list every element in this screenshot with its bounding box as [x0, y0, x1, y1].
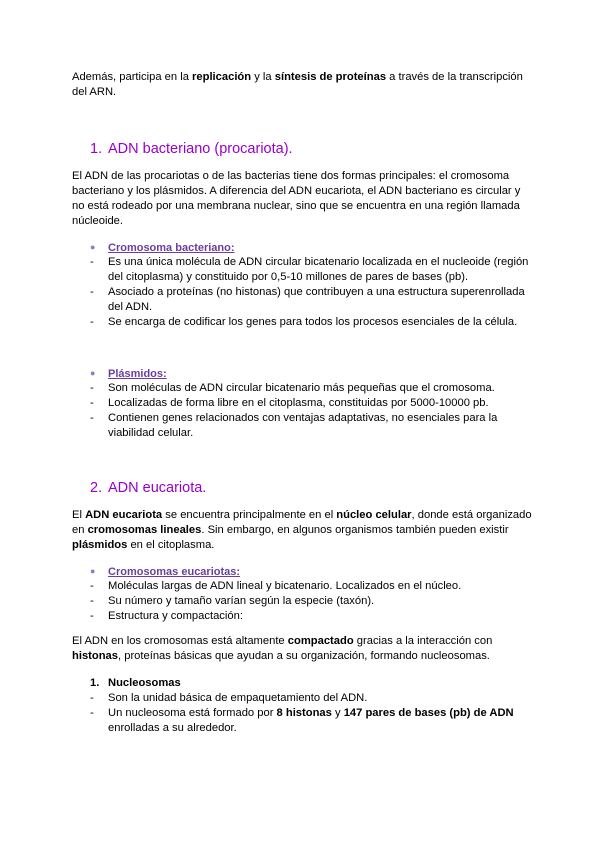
list-item: - Son moléculas de ADN circular bicatenario más pequeñas que el cromosoma. [90, 382, 495, 394]
list-plasmidos [90, 381, 530, 441]
list-item: - Asociado a proteínas (no histonas) que contribuyen a una estructura superenrollada del ADN. [90, 286, 525, 313]
subheading-nucleosomas: 1. Nucleosomas [90, 677, 181, 689]
list-item: - Es una única molécula de ADN circular bicatenario localizada en el nucleoide (región del citoplasma) y constituido por 0,5-10 millones de pares de bases (pb). [90, 256, 529, 283]
section-2-heading: 2. ADN eucariota. [90, 480, 207, 496]
list-item: - Su número y tamaño varían según la especie (taxón). [90, 595, 375, 607]
list-item: - Estructura y compactación: [90, 610, 243, 622]
bullet-icon: ● [90, 242, 96, 252]
subheading-cromosomas-eucariotas: ● Cromosomas eucariotas: [90, 566, 241, 578]
list-cromosoma-bacteriano [90, 255, 530, 330]
list-item: - Moléculas largas de ADN lineal y bicatenario. Localizados en el núcleo. [90, 580, 462, 592]
bullet-icon: ● [90, 368, 96, 378]
list-cromosomas-eucariotas [90, 579, 530, 624]
list-nucleosomas [90, 691, 530, 736]
section-2-paragraph-2: El ADN en los cromosomas está altamente compactado gracias a la interacción con histonas, proteínas básicas que ayudan a su organización, formando nucleosomas. [72, 635, 493, 662]
section-1-paragraph: El ADN de las procariotas o de las bacterias tiene dos formas principales: el cromosoma bacteriano y los plásmidos. A diferencia del ADN eucariota, el ADN bacteriano es circular y no está rodeado por una membrana nuclear, sino que se encuentra en una región llamada núcleoide. [72, 170, 521, 227]
section-2-paragraph-1: El ADN eucariota se encuentra principalmente en el núcleo celular, donde está organizado en cromosomas lineales. Sin embargo, en algunos organismos también pueden existir plásmidos en el citoplasma. [72, 509, 532, 551]
section-1-heading: 1. ADN bacteriano (procariota). [90, 141, 293, 157]
subheading-plasmidos: ● Plásmidos: [90, 368, 167, 380]
subheading-cromosoma-bacteriano: ● Cromosoma bacteriano: [90, 242, 235, 254]
list-item: - Se encarga de codificar los genes para todos los procesos esenciales de la célula. [90, 316, 518, 328]
list-item: - Contienen genes relacionados con ventajas adaptativas, no esenciales para la viabilidad celular. [90, 412, 498, 439]
intro-paragraph: Además, participa en la replicación y la síntesis de proteínas a través de la transcripción del ARN. [72, 71, 523, 98]
list-item: - Localizadas de forma libre en el citoplasma, constituidas por 5000-10000 pb. [90, 397, 489, 409]
bullet-icon: ● [90, 566, 96, 576]
list-item: - Un nucleosoma está formado por 8 histonas y 147 pares de bases (pb) de ADN enrolladas a su alrededor. [90, 707, 514, 734]
list-item: - Son la unidad básica de empaquetamiento del ADN. [90, 692, 368, 704]
